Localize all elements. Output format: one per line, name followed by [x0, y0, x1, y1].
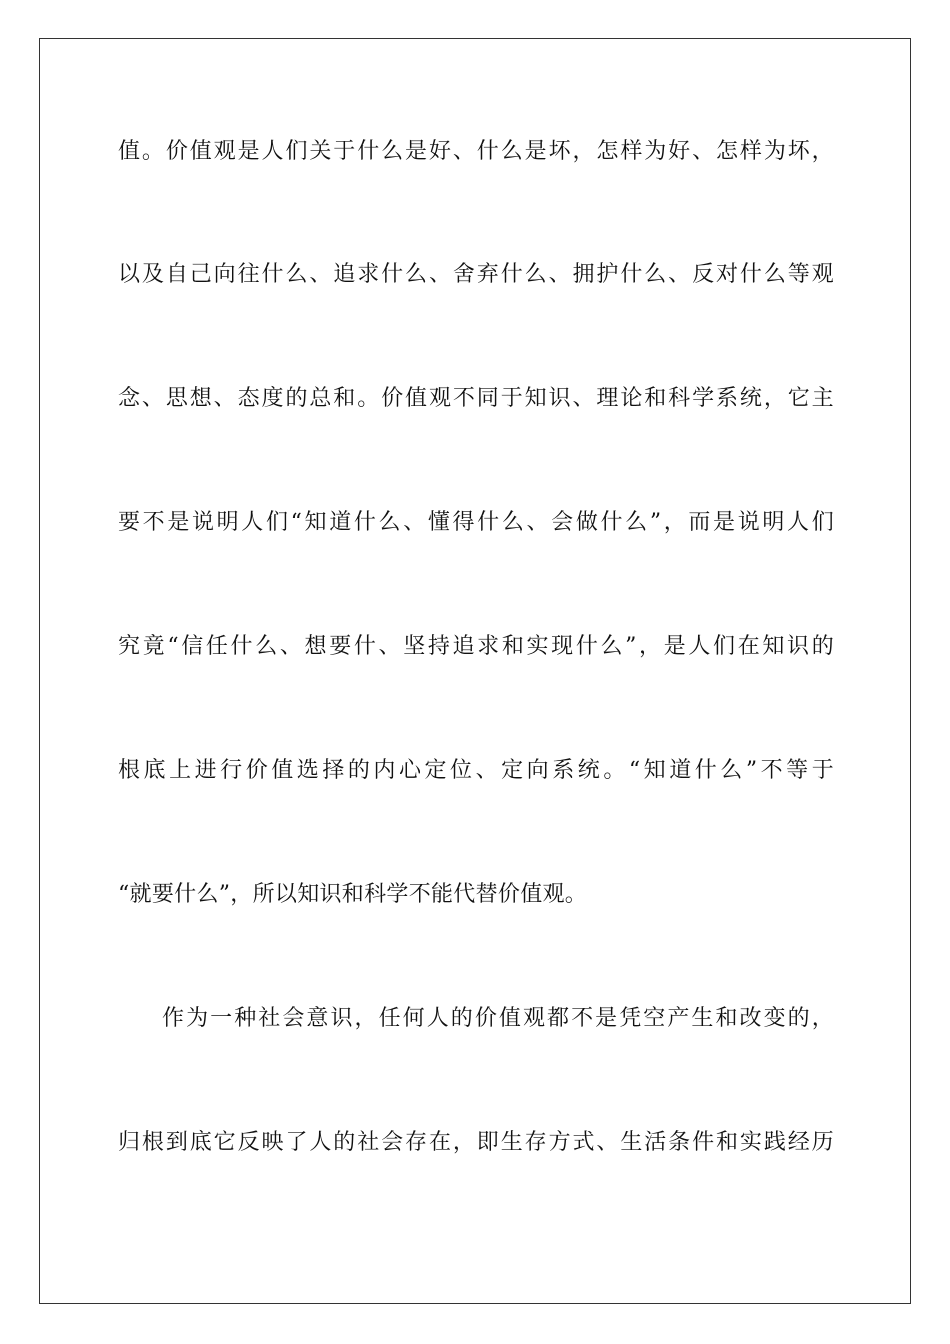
paragraph-line-1: 值。价值观是人们关于什么是好、什么是坏，怎样为好、怎样为坏， [118, 139, 834, 164]
paragraph-line-6: 根底上进行价值选择的内心定位、定向系统。“知道什么”不等于 [118, 758, 834, 783]
paragraph-line-5: 究竟“信任什么、想要什、坚持追求和实现什么”，是人们在知识的 [118, 634, 834, 659]
paragraph-line-8: 作为一种社会意识，任何人的价值观都不是凭空产生和改变的， [162, 1006, 834, 1031]
page-border [39, 38, 911, 1304]
paragraph-line-2: 以及自己向往什么、追求什么、舍弃什么、拥护什么、反对什么等观 [118, 262, 834, 287]
paragraph-line-9: 归根到底它反映了人的社会存在，即生存方式、生活条件和实践经历 [118, 1130, 834, 1155]
paragraph-line-3: 念、思想、态度的总和。价值观不同于知识、理论和科学系统，它主 [118, 386, 834, 411]
paragraph-line-7: “就要什么”，所以知识和科学不能代替价值观。 [118, 882, 588, 907]
paragraph-line-4: 要不是说明人们“知道什么、懂得什么、会做什么”，而是说明人们 [118, 510, 834, 535]
